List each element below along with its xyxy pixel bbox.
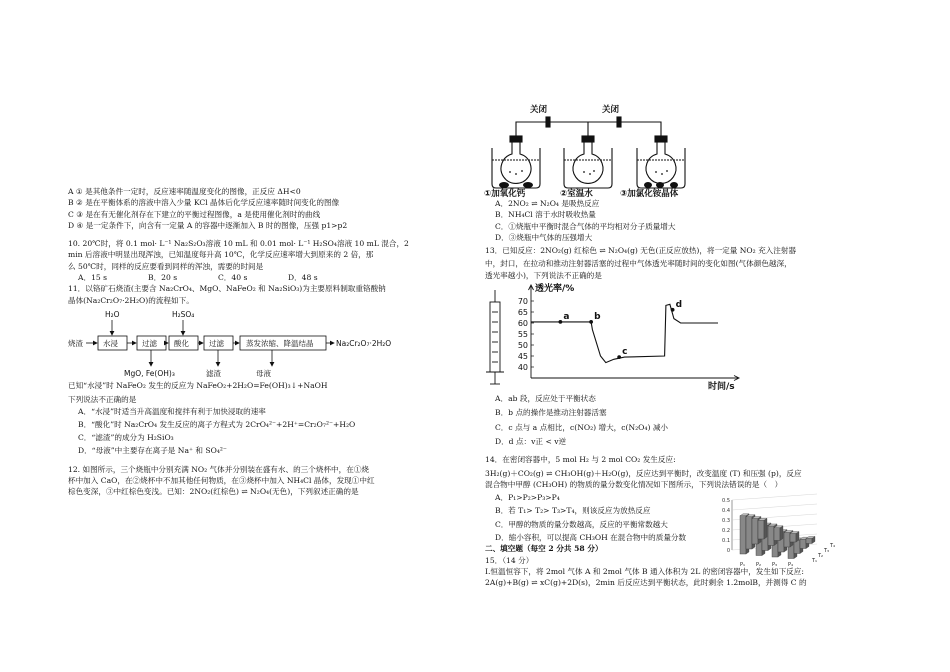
y-tick-label: 65 xyxy=(517,308,528,317)
q14-option-d: D．缩小容积，可以提高 CH₃OH 在混合物中的质量分数 xyxy=(495,533,687,543)
point-label-a: a xyxy=(563,311,570,322)
q11-stem-2: 晶体(Na₂Cr₂O₇·2H₂O)的流程如下。 xyxy=(68,295,194,305)
valve-label-2: 关闭 xyxy=(602,105,620,115)
gridline xyxy=(732,504,817,510)
z-tick-label: 0.4 xyxy=(722,508,730,514)
flow-out1: MgO, Fe(OH)₃ xyxy=(124,368,175,378)
y-tick-label: 60 xyxy=(517,319,528,328)
point-a xyxy=(558,320,562,324)
q13-transmittance-chart xyxy=(486,282,766,392)
y-tick-label: 55 xyxy=(517,330,528,339)
q10-stem-1: 10. 20℃时，将 0.1 mol· L⁻¹ Na₂S₂O₃溶液 10 mL 和 0.01 mol· L⁻¹ H₂SO₄溶液 10 mL 混合，2 xyxy=(68,239,409,249)
point-label-c: c xyxy=(622,347,628,358)
point-c xyxy=(617,355,621,359)
q13-stem-2: 中，封口，在拉动和推动注射器活塞的过程中气体透光率随时间的变化如图(气体颜色越深， xyxy=(485,259,792,269)
gridline xyxy=(732,494,817,500)
syringe-icon xyxy=(486,290,504,384)
q11-option-a: A．“水浸”时适当升高温度和搅拌有利于加快浸取的速率 xyxy=(78,406,266,416)
flow-step2: 过滤 xyxy=(142,338,157,348)
q10-stem-2: min 后溶液中明显出现浑浊，已知温度每升高 10℃，化学反应速率增大到原来的 2 倍，那 xyxy=(68,250,374,260)
q10-stem-3: 么 50℃时，同样的反应要看到同样的浑浊，需要的时间是 xyxy=(68,261,264,271)
q13-option-a: A．ab 段，反应处于平衡状态 xyxy=(495,394,596,404)
flask-label-2: ②室温水 xyxy=(560,189,593,199)
q10-option-a: A．15 s xyxy=(78,273,108,283)
q12-stem-3: 棕色变深，③中红棕色变浅。已知：2NO₂(红棕色) ⇌ N₂O₄(无色)，下列叙述正确的是 xyxy=(68,487,359,497)
q11-option-b: B．“酸化”时 Na₂CrO₄ 发生反应的离子方程式为 2CrO₄²⁻+2H⁺=Cr₂O₇²⁻+H₂O xyxy=(78,419,356,429)
y-tick-label: 45 xyxy=(517,352,528,361)
q14-stem-3: 混合物中甲醇 (CH₃OH) 的物质的量分数变化情况如下图所示，下列说法错误的是（ ） xyxy=(485,479,783,489)
q14-stem-2: 3H₂(g)＋CO₂(g) ⇌ CH₃OH(g)＋H₂O(g)，反应达到平衡时，改变温度 (T) 和压强 (p)，反应 xyxy=(485,468,802,478)
axis-label: T₃ xyxy=(824,548,830,554)
axis-label: P₂ xyxy=(756,562,762,568)
y-tick-label: 40 xyxy=(517,363,528,372)
flow-start: 烧渣 xyxy=(68,338,83,348)
q15-text-2: 2A(g)+B(g) ⇌ xC(g)+2D(s)，2min 后反应达到平衡状态，此时剩余 1.2molB，并测得 C 的 xyxy=(485,578,807,588)
q13-option-c: C．c 点与 a 点相比，c(NO₂) 增大，c(N₂O₄) 减小 xyxy=(495,422,669,432)
q11-flowchart xyxy=(68,308,408,380)
q10-option-d: D．48 s xyxy=(288,273,318,283)
flow-step1: 水浸 xyxy=(103,338,118,348)
q12-stem-1: 12. 如图所示，三个烧瓶中分别充满 NO₂ 气体并分别装在盛有水、的三个烧杯中，在①烧 xyxy=(68,464,370,474)
q12-flasks-figure xyxy=(480,100,695,197)
bar-3d xyxy=(774,526,783,541)
q14-option-a: A．P₁>P₂>P₃>P₄ xyxy=(495,493,560,503)
point-b xyxy=(589,320,593,324)
flow-step4: 过滤 xyxy=(209,338,224,348)
q11-option-c: C．“滤渣”的成分为 H₂SiO₃ xyxy=(78,433,174,443)
flow-step3: 酸化 xyxy=(174,338,189,348)
z-tick-label: 0.5 xyxy=(722,498,730,504)
q13-stem-3: 透光率越小)，下列说法不正确的是 xyxy=(485,270,602,280)
axis-label: T₁ xyxy=(812,558,818,564)
q14-option-c: C．甲醇的物质的量分数越高，反应的平衡常数越大 xyxy=(495,519,668,529)
q14-option-b: B．若 T₁> T₂> T₃>T₄，则该反应为放热反应 xyxy=(495,506,651,516)
flow-out2: 滤渣 xyxy=(206,368,221,378)
q11-option-d: D．“母液”中主要存在离子是 Na⁺ 和 SO₄²⁻ xyxy=(78,446,227,456)
q13-stem-1: 13．已知反应：2NO₂(g) 红棕色 ⇌ N₂O₄(g) 无色(正反应放热)，将一定量 NO₂ 充入注射器 xyxy=(485,246,797,256)
flow-water: H₂O xyxy=(105,309,120,319)
axis-label: T₄ xyxy=(830,543,836,549)
q12-option-c: C．①烧瓶中平衡时混合气体的平均相对分子质量增大 xyxy=(495,221,676,231)
z-tick-label: 0.2 xyxy=(722,528,730,534)
q9-option-c: C ③ 是在有无催化剂存在下建立的平衡过程图像，a 是使用催化剂时的曲线 xyxy=(68,209,321,219)
q14-methanol-3d-bar-chart xyxy=(710,488,836,573)
bar-3d xyxy=(790,532,799,543)
section-title: 二、填空题（每空 2 分共 58 分） xyxy=(485,544,603,554)
bar-3d xyxy=(758,518,767,539)
x-axis-label: 时间/s xyxy=(708,382,735,392)
axis-label: P₁ xyxy=(740,562,746,568)
flask-label-1: ①加氧化钙 xyxy=(484,189,526,199)
q12-option-d: D．③烧瓶中气体的压强增大 xyxy=(495,232,593,242)
axis-label: P₄ xyxy=(788,562,794,568)
q11-stem-1: 11．以铬矿石烧渣(主要含 Na₂CrO₄、MgO、NaFeO₂ 和 Na₂SiO₃)为主要原料制取重铬酸钠 xyxy=(68,284,386,294)
flow-step5: 蒸发浓缩、降温结晶 xyxy=(246,338,314,348)
point-label-d: d xyxy=(675,299,683,310)
flask-label-3: ③加氯化铵晶体 xyxy=(620,189,679,199)
q13-option-d: D．d 点：v正 < v逆 xyxy=(495,436,567,446)
valve-label-1: 关闭 xyxy=(530,105,548,115)
y-axis-label: 透光率/% xyxy=(535,284,575,294)
flow-product: Na₂Cr₂O₇·2H₂O xyxy=(336,338,392,348)
q15-text-1: Ⅰ.恒温恒容下，将 2mol 气体 A 和 2mol 气体 B 通入体积为 2L 的密闭容器中，发生如下反应: xyxy=(485,566,804,576)
left-column xyxy=(68,186,408,498)
z-tick-label: 0.3 xyxy=(722,518,730,524)
q9-option-d: D ④ 是一定条件下，向含有一定量 A 的容器中逐渐加入 B 时的图像，压强 p1>p2 xyxy=(68,220,348,230)
q12-option-a: A．2NO₂ ⇌ N₂O₄ 是吸热反应 xyxy=(495,199,600,208)
z-tick-label: 0.1 xyxy=(722,538,730,544)
q11-question: 下列说法不正确的是 xyxy=(68,395,137,405)
point-label-b: b xyxy=(594,311,601,322)
y-tick-label: 70 xyxy=(517,297,528,306)
q11-note: 已知“水浸”时 NaFeO₂ 发生的反应为 NaFeO₂+2H₂O=Fe(OH)₃↓+NaOH xyxy=(68,380,328,390)
flow-acid: H₂SO₄ xyxy=(172,309,195,319)
point-d xyxy=(671,308,675,312)
q12-stem-2: 杯中加入 CaO，在②烧杯中不加其他任何物质，在③烧杯中加入 NH₄Cl 晶体，发现①中红 xyxy=(68,476,375,486)
q13-option-b: B．b 点的操作是推动注射器活塞 xyxy=(495,408,607,418)
q10-options xyxy=(68,272,408,283)
q9-option-b: B ② 是在平衡体系的溶液中溶入少量 KCl 晶体后化学反应速率随时间变化的图像 xyxy=(68,198,340,208)
q15-number: 15．（14 分） xyxy=(485,555,534,565)
q9-option-a: A ① 是其他条件一定时，反应速率随温度变化的图像，正反应 ΔH<0 xyxy=(68,187,301,196)
q14-stem-1: 14．在密闭容器中，5 mol H₂ 与 2 mol CO₂ 发生反应: xyxy=(485,455,676,465)
flow-out3: 母液 xyxy=(256,368,271,378)
axis-label: P₃ xyxy=(772,562,778,568)
z-tick-label: 0 xyxy=(726,548,730,554)
axis-label: T₂ xyxy=(818,553,824,559)
q10-option-b: B．20 s xyxy=(148,273,178,283)
q10-option-c: C．40 s xyxy=(218,273,248,283)
q12-option-b: B．NH₄Cl 溶于水时吸收热量 xyxy=(495,210,596,220)
y-tick-label: 50 xyxy=(517,341,528,350)
bar-3d xyxy=(806,536,815,543)
